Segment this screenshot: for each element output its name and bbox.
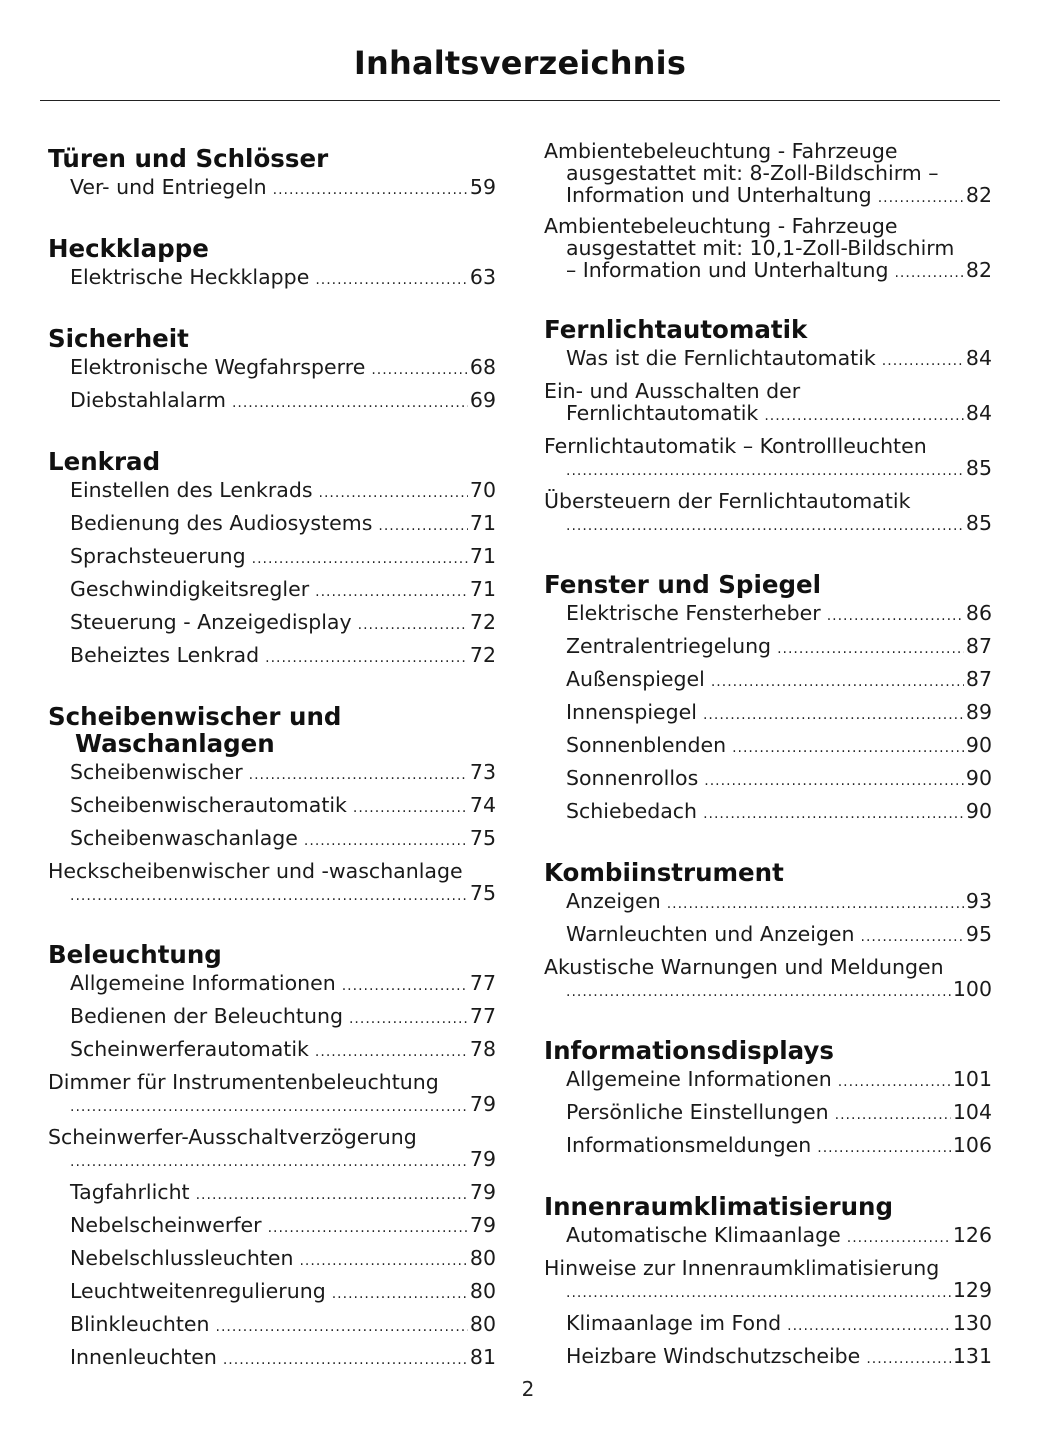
toc-entry[interactable] <box>544 1224 992 1249</box>
toc-entry-label: Schiebedach <box>566 799 698 823</box>
toc-entry[interactable] <box>544 734 992 759</box>
toc-entry[interactable] <box>544 923 992 948</box>
toc-entry-page: 77 <box>469 1004 496 1028</box>
toc-entry-page: 131 <box>952 1344 992 1368</box>
toc-entry[interactable] <box>48 1280 496 1305</box>
toc-entry-label: Steuerung - Anzeigedisplay <box>70 610 352 634</box>
toc-entry-page: 95 <box>965 922 992 946</box>
dot-leader <box>777 638 964 660</box>
toc-entry[interactable] <box>544 1345 992 1370</box>
toc-entry-label-line: Hinweise zur Innenraumklimatisierung <box>544 1256 940 1280</box>
toc-entry-label: Informationsmeldungen <box>566 1133 812 1157</box>
toc-entry[interactable] <box>544 347 992 372</box>
toc-entry-label-line: Scheinwerfer-Ausschaltverzögerung <box>48 1125 417 1149</box>
title-divider <box>40 100 1000 101</box>
toc-entry-page: 87 <box>965 667 992 691</box>
toc-entry-page: 72 <box>469 643 496 667</box>
dot-leader <box>70 885 468 907</box>
dot-leader <box>70 1096 468 1118</box>
dot-leader <box>299 1250 467 1272</box>
toc-entry[interactable] <box>48 794 496 819</box>
dot-leader <box>866 1348 951 1370</box>
toc-entry-label: Nebelscheinwerfer <box>70 1213 262 1237</box>
section-title: Kombiinstrument <box>544 858 784 887</box>
dot-leader <box>566 515 964 537</box>
dot-leader <box>894 262 963 284</box>
section-spacer <box>48 209 496 228</box>
toc-entry-label: Sonnenrollos <box>566 766 699 790</box>
toc-entry[interactable] <box>48 578 496 603</box>
dot-leader <box>232 392 468 414</box>
dot-leader <box>704 770 964 792</box>
dot-leader <box>342 975 468 997</box>
toc-entry-label: Fernlichtautomatik <box>566 401 759 425</box>
toc-entry[interactable] <box>544 701 992 726</box>
section-title: Heckklappe <box>48 234 209 263</box>
toc-entry[interactable] <box>544 1257 992 1304</box>
toc-entry-page: 59 <box>469 175 496 199</box>
toc-entry-page: 85 <box>965 511 992 535</box>
toc-entry-label: Persönliche Einstellungen <box>566 1100 829 1124</box>
section-spacer <box>544 1011 992 1030</box>
toc-entry[interactable] <box>48 1313 496 1338</box>
section-title: Türen und Schlösser <box>48 144 329 173</box>
dot-leader <box>358 614 468 636</box>
dot-leader <box>878 187 964 209</box>
toc-entry-label-line: Ein- und Ausschalten der <box>544 379 801 403</box>
dot-leader <box>223 1349 468 1371</box>
toc-entry-page: 129 <box>952 1278 992 1302</box>
toc-entry-label: Anzeigen <box>566 889 661 913</box>
toc-entry[interactable] <box>48 512 496 537</box>
dot-leader <box>703 803 964 825</box>
toc-entry-label: Scheibenwischer <box>70 760 243 784</box>
toc-entry[interactable] <box>544 1134 992 1159</box>
toc-entry-label-line: Übersteuern der Fernlichtautomatik <box>544 489 911 513</box>
toc-entry-label: Sonnenblenden <box>566 733 727 757</box>
toc-entry-label-line: Dimmer für Instrumentenbeleuchtung <box>48 1070 439 1094</box>
dot-leader <box>838 1071 951 1093</box>
toc-entry[interactable] <box>48 1346 496 1371</box>
toc-entry-label-line: ausgestattet mit: 10,1-Zoll-Bildschirm <box>566 236 955 260</box>
dot-leader <box>196 1184 468 1206</box>
toc-entry-page: 104 <box>952 1100 992 1124</box>
dot-leader <box>349 1008 468 1030</box>
toc-entry-label: Klimaanlage im Fond <box>566 1311 782 1335</box>
toc-entry-label: Einstellen des Lenkrads <box>70 478 313 502</box>
toc-entry-page: 82 <box>965 258 992 282</box>
toc-entry-label: Geschwindigkeitsregler <box>70 577 310 601</box>
toc-entry[interactable] <box>48 266 496 291</box>
toc-entry-page: 72 <box>469 610 496 634</box>
toc-entry[interactable] <box>544 668 992 693</box>
dot-leader <box>847 1227 951 1249</box>
toc-entry[interactable] <box>48 545 496 570</box>
toc-entry-label: Scheibenwaschanlage <box>70 826 298 850</box>
section-spacer <box>544 290 992 309</box>
page-number: 2 <box>521 1377 535 1401</box>
toc-entry[interactable] <box>544 800 992 825</box>
toc-entry-page: 79 <box>469 1092 496 1116</box>
toc-entry[interactable] <box>48 1071 496 1118</box>
dot-leader <box>764 405 964 427</box>
toc-entry-page: 101 <box>952 1067 992 1091</box>
toc-entry-label: Elektrische Heckklappe <box>70 265 310 289</box>
toc-entry[interactable] <box>48 1181 496 1206</box>
dot-leader <box>252 548 468 570</box>
toc-entry[interactable] <box>48 389 496 414</box>
toc-entry-page: 78 <box>469 1037 496 1061</box>
toc-entry-page: 86 <box>965 601 992 625</box>
toc-entry-page: 73 <box>469 760 496 784</box>
toc-entry-label-line: Fernlichtautomatik – Kontrollleuchten <box>544 434 927 458</box>
dot-leader <box>566 981 951 1003</box>
toc-entry-page: 77 <box>469 971 496 995</box>
dot-leader <box>249 764 468 786</box>
toc-entry-page: 126 <box>952 1223 992 1247</box>
toc-entry-page: 75 <box>469 881 496 905</box>
toc-entry[interactable] <box>48 644 496 669</box>
toc-entry-page: 75 <box>469 826 496 850</box>
dot-leader <box>861 926 964 948</box>
dot-leader <box>371 359 468 381</box>
section-spacer <box>544 545 992 564</box>
toc-entry[interactable] <box>48 761 496 786</box>
toc-entry-label: Bedienung des Audiosystems <box>70 511 373 535</box>
toc-entry-label: Scheinwerferautomatik <box>70 1037 309 1061</box>
toc-entry-page: 84 <box>965 401 992 425</box>
section-spacer <box>48 677 496 696</box>
toc-entry-label: Nebelschlussleuchten <box>70 1246 294 1270</box>
toc-entry-label: Allgemeine Informationen <box>70 971 336 995</box>
toc-entry-page: 90 <box>965 799 992 823</box>
toc-entry[interactable] <box>48 1126 496 1173</box>
toc-entry-page: 79 <box>469 1180 496 1204</box>
toc-entry-page: 100 <box>952 977 992 1001</box>
dot-leader <box>70 1151 468 1173</box>
toc-entry[interactable] <box>544 435 992 482</box>
toc-entry-label: Sprachsteuerung <box>70 544 246 568</box>
toc-entry[interactable] <box>544 890 992 915</box>
dot-leader <box>566 1282 951 1304</box>
toc-right-column <box>544 140 992 1378</box>
toc-entry-label: Diebstahlalarm <box>70 388 226 412</box>
toc-entry[interactable] <box>48 479 496 504</box>
toc-entry-page: 130 <box>952 1311 992 1335</box>
toc-entry[interactable] <box>544 635 992 660</box>
dot-leader <box>315 581 468 603</box>
toc-entry-page: 69 <box>469 388 496 412</box>
section-spacer <box>48 915 496 934</box>
section-spacer <box>48 422 496 441</box>
toc-entry[interactable] <box>48 1038 496 1063</box>
section-title: Fenster und Spiegel <box>544 570 822 599</box>
dot-leader <box>835 1104 951 1126</box>
dot-leader <box>882 350 964 372</box>
section-title: Sicherheit <box>48 324 189 353</box>
dot-leader <box>268 1217 468 1239</box>
toc-entry-page: 80 <box>469 1279 496 1303</box>
dot-leader <box>319 482 468 504</box>
toc-entry-page: 79 <box>469 1213 496 1237</box>
section-title: Scheibenwischer und Waschanlagen <box>48 702 342 758</box>
dot-leader <box>703 704 964 726</box>
toc-entry[interactable] <box>48 611 496 636</box>
toc-entry-page: 79 <box>469 1147 496 1171</box>
section-title: Beleuchtung <box>48 940 222 969</box>
toc-entry-label: Tagfahrlicht <box>70 1180 190 1204</box>
toc-entry-label: Elektrische Fensterheber <box>566 601 821 625</box>
toc-entry-page: 63 <box>469 265 496 289</box>
toc-left-column <box>48 140 496 1379</box>
toc-entry[interactable] <box>544 1312 992 1337</box>
dot-leader <box>216 1316 468 1338</box>
section-spacer <box>544 833 992 852</box>
toc-entry-label-line: ausgestattet mit: 8-Zoll-Bildschirm – <box>566 161 939 185</box>
toc-entry[interactable] <box>544 1068 992 1093</box>
toc-entry[interactable] <box>544 380 992 427</box>
toc-entry-page: 82 <box>965 183 992 207</box>
dot-leader <box>827 605 964 627</box>
toc-entry-label: Warnleuchten und Anzeigen <box>566 922 855 946</box>
toc-entry-page: 90 <box>965 766 992 790</box>
toc-entry[interactable] <box>544 140 992 209</box>
toc-entry-label: Was ist die Fernlichtautomatik <box>566 346 876 370</box>
toc-entry-page: 84 <box>965 346 992 370</box>
toc-entry-label: Außenspiegel <box>566 667 705 691</box>
toc-entry-label-line: Ambientebeleuchtung - Fahrzeuge <box>544 214 898 238</box>
section-spacer <box>544 1167 992 1186</box>
dot-leader <box>265 647 468 669</box>
section-title: Informationsdisplays <box>544 1036 834 1065</box>
toc-entry[interactable] <box>544 490 992 537</box>
dot-leader <box>315 1041 468 1063</box>
toc-entry[interactable] <box>544 767 992 792</box>
toc-entry[interactable] <box>544 215 992 284</box>
toc-entry[interactable] <box>48 356 496 381</box>
toc-entry-page: 71 <box>469 544 496 568</box>
section-title: Innenraumklimatisierung <box>544 1192 894 1221</box>
toc-entry[interactable] <box>544 1101 992 1126</box>
dot-leader <box>711 671 964 693</box>
toc-entry[interactable] <box>544 602 992 627</box>
toc-entry-page: 71 <box>469 577 496 601</box>
toc-entry[interactable] <box>48 1214 496 1239</box>
section-title: Lenkrad <box>48 447 161 476</box>
toc-entry-page: 74 <box>469 793 496 817</box>
dot-leader <box>817 1137 951 1159</box>
toc-entry-label: Innenleuchten <box>70 1345 217 1369</box>
toc-entry-label: Blinkleuchten <box>70 1312 210 1336</box>
toc-entry-page: 71 <box>469 511 496 535</box>
toc-entry-label: Innenspiegel <box>566 700 697 724</box>
toc-entry[interactable] <box>48 860 496 907</box>
dot-leader <box>378 515 468 537</box>
toc-entry-page: 80 <box>469 1312 496 1336</box>
dot-leader <box>353 797 468 819</box>
toc-entry-page: 85 <box>965 456 992 480</box>
toc-entry-label-line: Heckscheibenwischer und -waschanlage <box>48 859 463 883</box>
dot-leader <box>566 460 964 482</box>
toc-entry[interactable] <box>48 827 496 852</box>
toc-entry-page: 89 <box>965 700 992 724</box>
toc-entry-label: Automatische Klimaanlage <box>566 1223 841 1247</box>
toc-entry-label: Beheiztes Lenkrad <box>70 643 260 667</box>
toc-entry-label: Zentralentriegelung <box>566 634 772 658</box>
toc-entry-label-line: Akustische Warnungen und Meldungen <box>544 955 944 979</box>
toc-entry-page: 93 <box>965 889 992 913</box>
toc-entry-page: 80 <box>469 1246 496 1270</box>
toc-entry-page: 70 <box>469 478 496 502</box>
toc-entry-label: Scheibenwischerautomatik <box>70 793 347 817</box>
toc-entry-label: Allgemeine Informationen <box>566 1067 832 1091</box>
toc-entry[interactable] <box>544 956 992 1003</box>
toc-entry-page: 68 <box>469 355 496 379</box>
toc-entry-label: Elektronische Wegfahrsperre <box>70 355 366 379</box>
toc-entry-page: 87 <box>965 634 992 658</box>
dot-leader <box>732 737 964 759</box>
toc-entry-label: – Information und Unterhaltung <box>566 258 889 282</box>
toc-entry-label-line: Ambientebeleuchtung - Fahrzeuge <box>544 139 898 163</box>
dot-leader <box>332 1283 468 1305</box>
toc-entry-label: Leuchtweitenregulierung <box>70 1279 326 1303</box>
section-title: Fernlichtautomatik <box>544 315 808 344</box>
toc-entry-label: Ver- und Entriegeln <box>70 175 267 199</box>
toc-entry[interactable] <box>48 176 496 201</box>
dot-leader <box>304 830 468 852</box>
toc-entry[interactable] <box>48 1247 496 1272</box>
toc-entry-page: 106 <box>952 1133 992 1157</box>
dot-leader <box>787 1315 951 1337</box>
toc-entry-label: Heizbare Windschutzscheibe <box>566 1344 861 1368</box>
toc-entry[interactable] <box>48 972 496 997</box>
toc-entry-label: Bedienen der Beleuchtung <box>70 1004 343 1028</box>
dot-leader <box>315 269 468 291</box>
toc-entry-label: Information und Unterhaltung <box>566 183 872 207</box>
toc-entry[interactable] <box>48 1005 496 1030</box>
dot-leader <box>273 179 468 201</box>
toc-entry-page: 90 <box>965 733 992 757</box>
section-spacer <box>48 299 496 318</box>
toc-entry-page: 81 <box>469 1345 496 1369</box>
dot-leader <box>667 893 964 915</box>
page-title: Inhaltsverzeichnis <box>353 44 687 82</box>
